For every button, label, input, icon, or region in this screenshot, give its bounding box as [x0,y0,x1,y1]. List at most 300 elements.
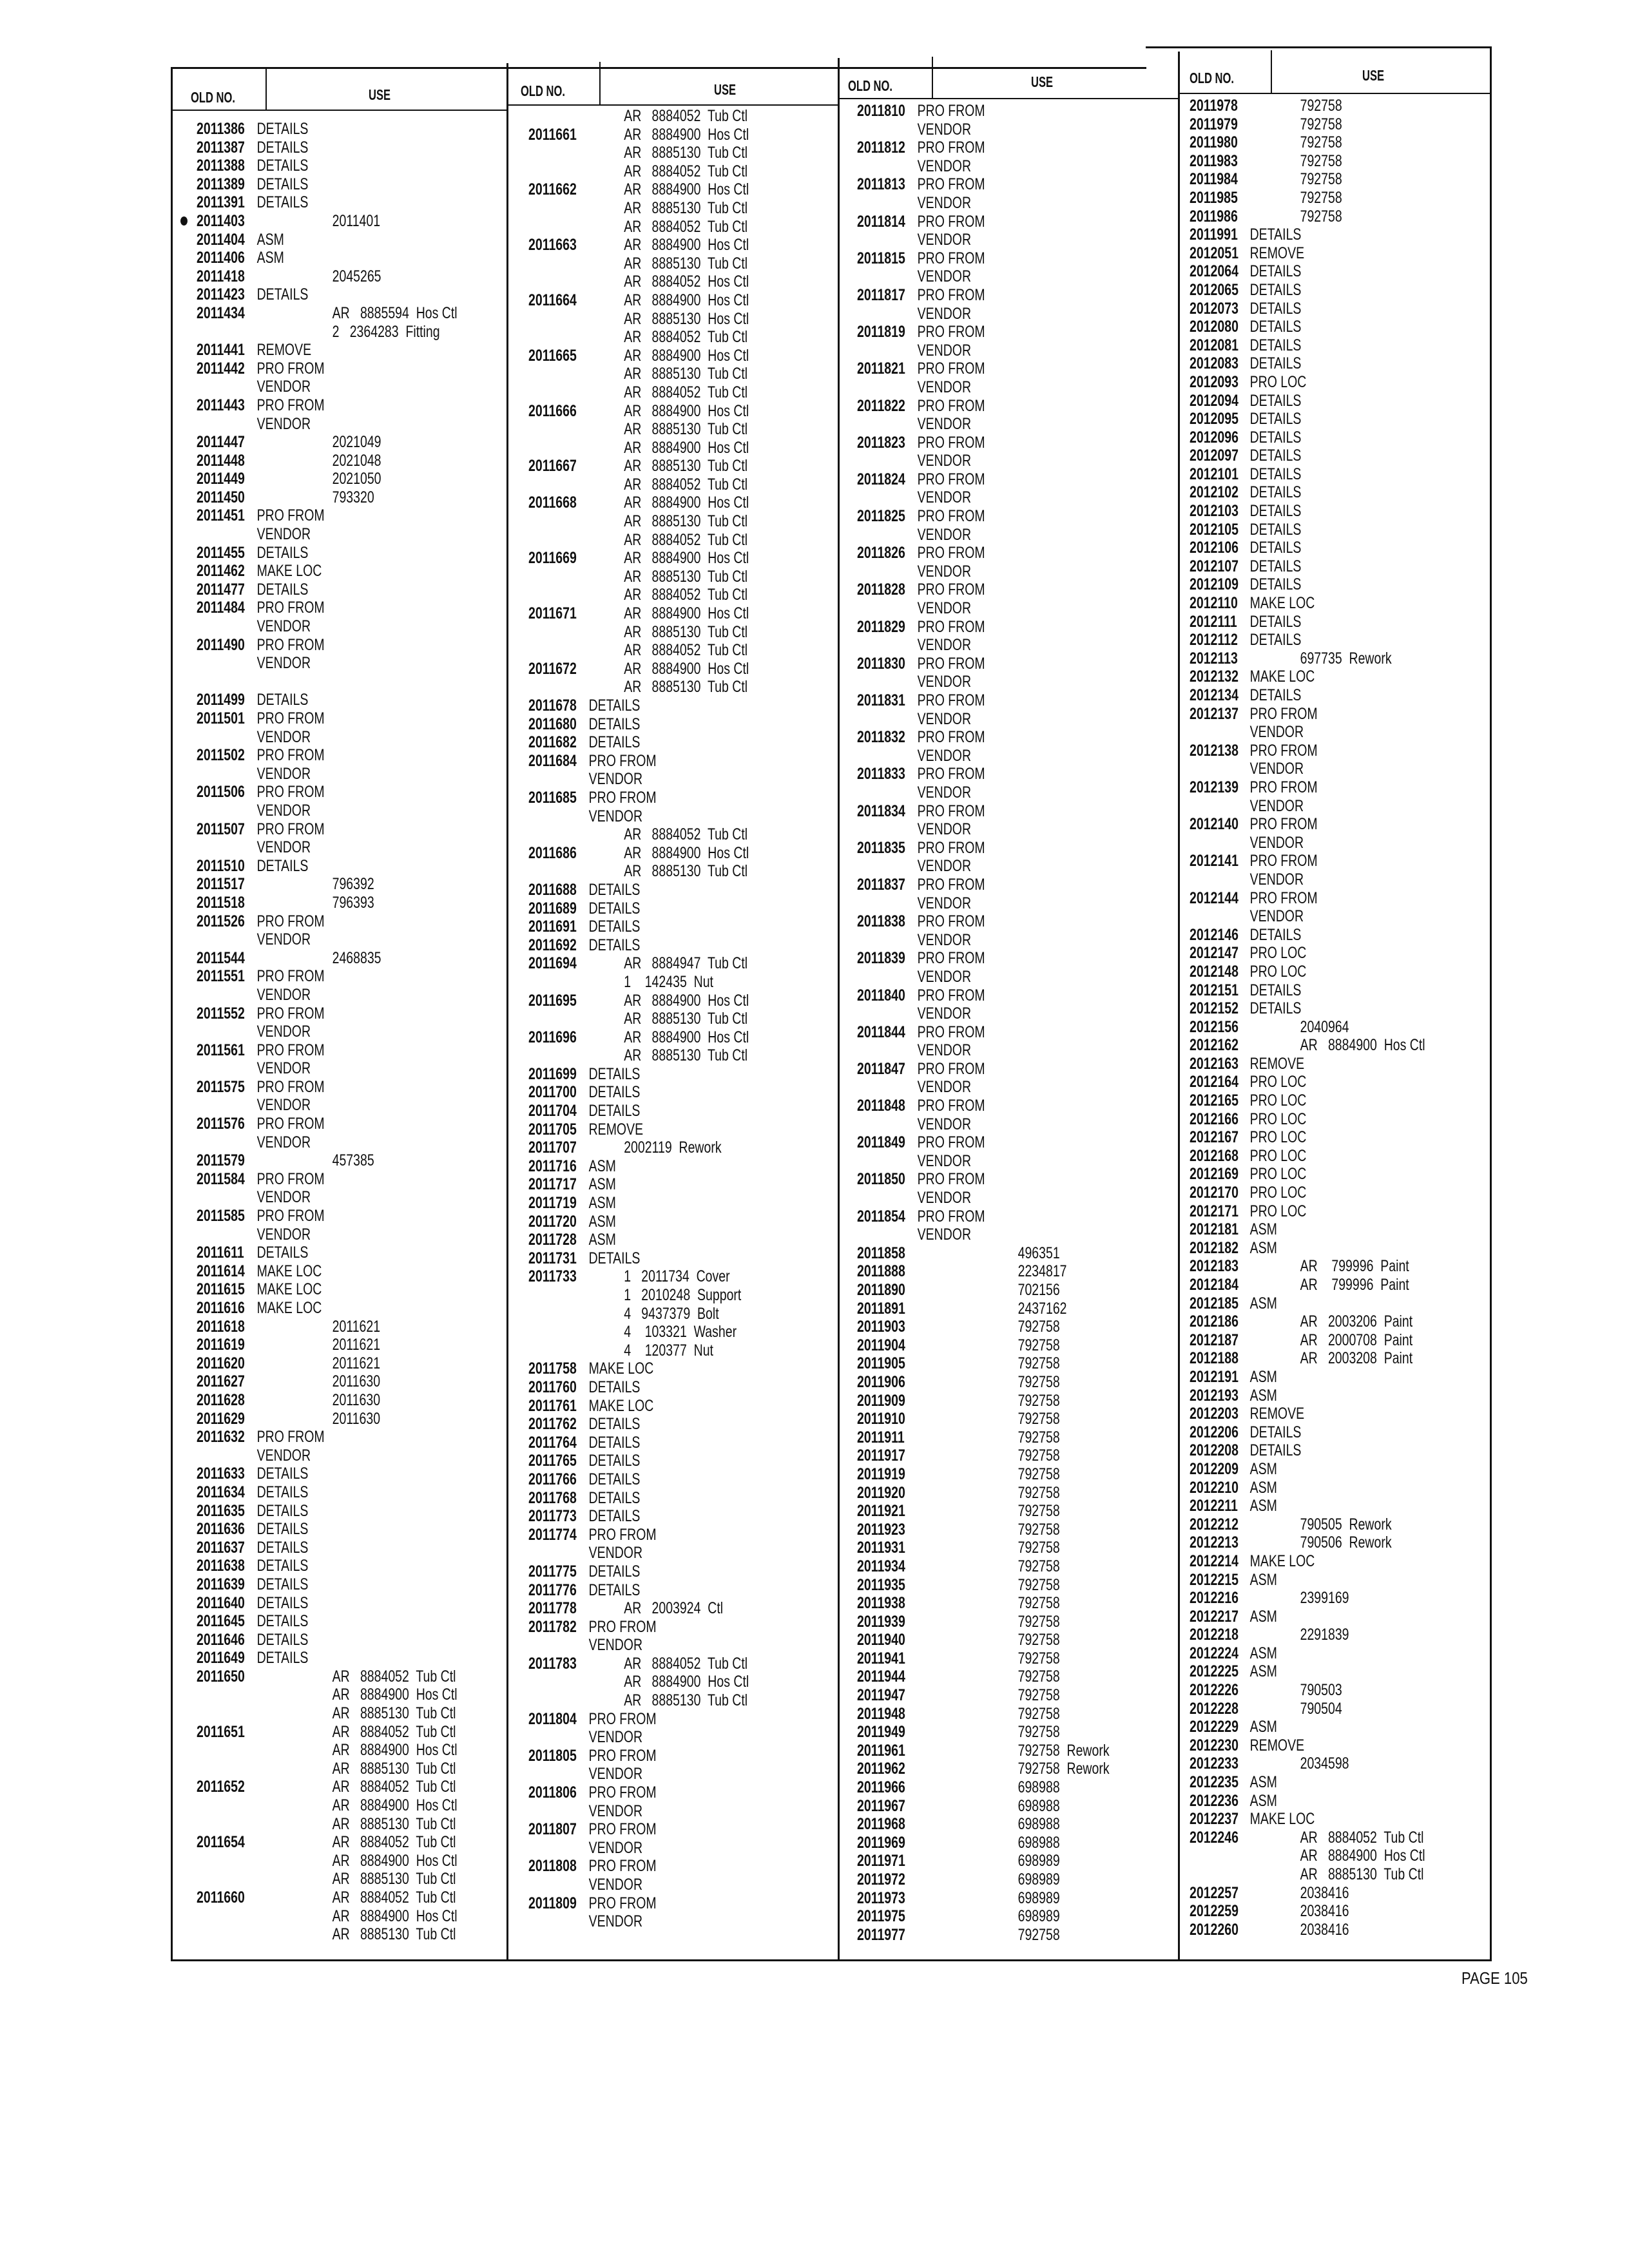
table-row [528,1102,769,1120]
replacement-reference: 2399169 [1300,1589,1349,1608]
table-row [197,1225,438,1244]
table-row [197,636,438,655]
replacement-reference: AR 8884900 Hos Ctl [1300,1036,1425,1055]
table-row [857,986,1106,1005]
table-row [197,1299,438,1318]
use-code: VENDOR [256,1023,311,1041]
table-row [1190,1921,1423,1939]
use-code: PRO LOC [1249,1146,1307,1165]
table-row [197,360,438,378]
header-use-3: USE [1031,73,1054,90]
use-code: PRO FROM [588,751,657,770]
table-row [857,267,1106,286]
use-code: VENDOR [917,820,972,839]
table-column-3 [857,102,1177,1944]
old-number: 2011499 [197,691,245,709]
table-row [197,378,438,396]
table-row [1190,1220,1423,1239]
use-code: ASM [1249,1497,1277,1515]
old-number: 2012093 [1190,372,1239,391]
table-row [197,267,438,286]
use-code: DETAILS [1249,299,1302,318]
old-number: 2011501 [197,709,245,727]
use-code: REMOVE [1249,1054,1305,1073]
table-row [1190,742,1423,760]
table-row [857,1336,1106,1355]
replacement-reference: AR 8884900 Hos Ctl [332,1796,458,1815]
old-number: 2011689 [528,899,577,918]
table-row [1190,686,1423,705]
table-row [197,894,438,912]
table-row [528,1415,769,1434]
table-row [857,1741,1110,1760]
table-row [197,488,438,507]
use-code: ASM [1249,1238,1277,1257]
old-number: 2011829 [857,617,905,636]
use-code: DETAILS [1249,520,1302,539]
table-row [857,1521,1106,1539]
table-row [1190,521,1423,539]
replacement-reference: AR 8884052 Tub Ctl [332,1778,456,1796]
table-row [528,1802,769,1821]
replacement-reference: 792758 [1300,115,1342,133]
use-code: MAKE LOC [588,1360,654,1378]
old-number: 2012225 [1190,1662,1239,1681]
replacement-reference: AR 8884052 Tub Ctl [624,530,748,549]
table-row [1190,1202,1423,1221]
old-number: 2011978 [1190,97,1238,115]
table-row [857,673,1106,691]
old-number: 2011778 [528,1599,577,1618]
old-number: 2011611 [197,1244,244,1262]
old-number: 2012168 [1190,1146,1239,1165]
use-code: MAKE LOC [256,1299,322,1317]
table-row [857,1907,1106,1926]
replacement-reference: AR 8884900 Hos Ctl [624,1028,749,1046]
old-number: 2012216 [1190,1589,1239,1608]
table-row [197,949,438,968]
old-number: 2012144 [1190,889,1239,907]
old-number: 2011919 [857,1465,905,1483]
table-row [197,323,438,341]
use-code: MAKE LOC [588,1396,654,1415]
table-row [528,1507,769,1526]
use-code: VENDOR [1249,760,1304,778]
use-code: DETAILS [1249,428,1302,447]
use-code: VENDOR [256,1059,311,1078]
replacement-reference: AR 8885130 Tub Ctl [332,1925,456,1944]
old-number: 2011766 [528,1470,577,1488]
use-code: PRO FROM [917,212,985,231]
replacement-reference: AR 8885130 Tub Ctl [332,1870,456,1888]
use-code: PRO FROM [1249,852,1318,870]
table-row [528,1083,769,1102]
use-code: PRO FROM [256,1077,325,1096]
table-row [1190,557,1423,576]
old-number: 2011850 [857,1170,905,1189]
old-number: 2011938 [857,1594,905,1613]
old-number: 2012097 [1190,447,1239,465]
table-right-border [1490,46,1492,1960]
replacement-reference: AR 8885130 Tub Ctl [624,567,748,586]
use-code: DETAILS [588,936,641,954]
replacement-reference: AR 799996 Paint [1300,1276,1409,1294]
old-number: 2012096 [1190,428,1239,447]
old-number: 2011984 [1190,170,1238,189]
use-code: MAKE LOC [1249,668,1315,686]
replacement-reference: AR 8884052 Tub Ctl [624,825,748,844]
table-row [1190,1644,1423,1663]
table-row [197,525,438,544]
header-use-4: USE [1362,67,1385,84]
replacement-reference: AR 8885130 Tub Ctl [624,457,748,476]
table-row [197,1446,438,1465]
table-row [1190,870,1423,889]
replacement-reference: 702156 [1017,1281,1060,1299]
old-number: 2012138 [1190,741,1239,760]
use-code: VENDOR [917,967,972,986]
use-code: PRO FROM [917,1059,985,1078]
table-row [857,139,1106,157]
table-row [528,1046,769,1065]
old-number: 2011761 [528,1396,577,1415]
use-code: PRO FROM [917,470,985,488]
old-number: 2011847 [857,1059,905,1078]
use-code: PRO FROM [917,544,985,562]
table-row [528,310,769,329]
table-row [857,1115,1106,1134]
table-row [857,802,1106,821]
table-row [857,194,1106,213]
use-code: DETAILS [1249,631,1302,649]
use-code: VENDOR [588,1802,643,1820]
old-number: 2012137 [1190,704,1239,723]
old-number: 2011455 [197,543,245,562]
use-code: PRO FROM [917,728,985,747]
old-number: 2011688 [528,880,577,899]
use-code: DETAILS [588,918,641,936]
old-number: 2012167 [1190,1128,1239,1147]
page-number: PAGE 105 [1461,1968,1528,1988]
old-number: 2011506 [197,783,245,802]
old-number: 2012217 [1190,1607,1239,1626]
table-row [1190,97,1423,115]
table-row [1190,797,1423,816]
use-code: ASM [256,230,284,249]
use-code: PRO FROM [256,396,325,414]
table-row [857,1004,1106,1023]
replacement-reference: AR 8885594 Hos Ctl [332,303,458,322]
table-row [857,488,1106,507]
table-row [1190,262,1423,281]
use-code: VENDOR [588,1876,643,1894]
replacement-reference: 792758 [1017,1428,1060,1446]
table-row [197,967,438,986]
old-number: 2011828 [857,581,905,599]
table-row [197,838,438,857]
replacement-reference: 792758 [1017,1520,1060,1539]
replacement-reference: AR 8885130 Tub Ctl [624,1010,748,1028]
table-row [197,1907,458,1926]
table-row [197,1796,458,1815]
table-row [528,1397,769,1416]
table-row [1190,1294,1423,1313]
use-code: VENDOR [256,1096,311,1115]
use-code: DETAILS [1249,502,1302,521]
old-number: 2011628 [197,1390,245,1409]
table-row [1190,1700,1423,1718]
table-row [857,526,1106,544]
replacement-reference: AR 8884052 Tub Ctl [624,586,748,604]
replacement-reference: AR 8884900 Hos Ctl [624,1673,749,1691]
table-row [857,1723,1106,1742]
table-row [857,1760,1110,1778]
replacement-reference: 2011630 [332,1409,381,1428]
use-code: VENDOR [256,525,311,544]
old-number: 2011477 [197,580,245,599]
table-row [528,660,769,678]
old-number: 2011921 [857,1502,905,1521]
use-code: PRO LOC [1249,1091,1307,1110]
use-code: PRO FROM [588,1617,657,1636]
table-row [528,1691,769,1710]
use-code: VENDOR [917,1225,972,1244]
replacement-reference: 793320 [332,488,374,506]
old-number: 2011680 [528,715,577,733]
table-row [857,378,1106,397]
use-code: DETAILS [256,1538,309,1557]
table-row [197,1280,438,1299]
use-code: DETAILS [1249,280,1302,299]
old-number: 2011773 [528,1507,577,1526]
use-code: PRO FROM [588,1820,657,1839]
table-row [197,303,458,323]
table-row [197,1207,438,1225]
table-row [528,954,769,973]
replacement-reference: 792758 [1017,1612,1060,1631]
replacement-reference: AR 8884900 Hos Ctl [624,401,749,420]
table-row [857,1613,1106,1631]
old-number: 2012237 [1190,1810,1239,1829]
old-number: 2011619 [197,1336,245,1354]
table-row [528,1489,769,1508]
table-row [857,1686,1106,1705]
use-code: REMOVE [588,1120,644,1139]
replacement-reference: 792758 [1017,1723,1060,1742]
use-code: DETAILS [256,1649,309,1667]
old-number: 2011807 [528,1820,577,1839]
use-code: ASM [1249,1294,1277,1312]
table-row [528,1581,769,1600]
old-number: 2011692 [528,936,577,954]
table-row [1190,1036,1423,1055]
replacement-reference: 792758 [1017,1925,1060,1944]
old-number: 2011632 [197,1428,245,1446]
replacement-reference: 2034598 [1300,1754,1349,1773]
old-number: 2011939 [857,1612,905,1631]
old-number: 2011614 [197,1262,245,1280]
table-row [528,1010,769,1028]
replacement-reference: AR 8884052 Tub Ctl [624,328,748,347]
old-number: 2011423 [197,285,245,304]
use-code: PRO FROM [256,1041,325,1059]
use-code: DETAILS [1249,612,1302,631]
old-number: 2011909 [857,1391,905,1410]
table-row [857,728,1106,747]
use-code: VENDOR [917,157,972,175]
use-code: VENDOR [256,930,311,949]
replacement-reference: 2045265 [332,267,381,285]
table-row [528,844,769,863]
use-code: DETAILS [588,1064,641,1083]
use-code: PRO FROM [256,1428,325,1446]
replacement-reference: AR 8884052 Tub Ctl [332,1888,456,1907]
replacement-reference: AR 8884900 Hos Ctl [624,438,749,457]
table-row [197,1539,438,1557]
use-code: VENDOR [917,120,972,139]
use-code: VENDOR [256,801,311,820]
use-code: DETAILS [1249,226,1302,244]
use-code: DETAILS [256,1612,309,1631]
replacement-reference: 796392 [332,875,374,894]
table-left-border [171,67,173,1961]
table-row [528,1894,769,1913]
table-row [857,213,1106,231]
old-number: 2012152 [1190,999,1239,1018]
old-number: 2011910 [857,1410,905,1428]
old-number: 2012185 [1190,1294,1239,1312]
use-code: DETAILS [256,1520,309,1539]
table-row [197,139,438,157]
old-number: 2011985 [1190,188,1238,207]
table-row [1190,1902,1423,1921]
use-code: ASM [1249,1459,1277,1478]
table-row [197,1778,456,1796]
old-number: 2012206 [1190,1423,1239,1441]
table-row [197,157,438,175]
replacement-reference: AR 8884052 Tub Ctl [332,1722,456,1741]
use-code: DETAILS [1249,318,1302,336]
use-code: PRO FROM [256,1115,325,1133]
table-row [197,1575,438,1594]
use-code: PRO FROM [588,1783,657,1802]
replacement-reference: 2468835 [332,948,381,967]
table-row [528,1323,769,1341]
use-code: PRO FROM [917,323,985,341]
use-code: DETAILS [588,733,641,752]
old-number: 2011450 [197,488,245,506]
old-number: 2011835 [857,838,905,857]
old-number: 2011911 [857,1428,905,1446]
use-code: MAKE LOC [1249,1810,1315,1829]
table-row [528,1157,769,1176]
replacement-reference: 792758 [1017,1336,1060,1354]
header-old-no-1: OLD NO. [191,89,236,106]
use-code: PRO FROM [588,1709,657,1728]
table-row [857,323,1106,341]
use-code: PRO FROM [256,506,325,525]
old-number: 2012140 [1190,815,1239,834]
replacement-reference: 792758 [1300,133,1342,152]
table-row [857,1170,1106,1189]
old-number: 2011640 [197,1593,245,1612]
old-number: 2011696 [528,1028,577,1046]
table-row [528,1249,769,1268]
use-code: PRO FROM [917,581,985,599]
table-bottom-border [171,1959,1492,1961]
use-code: VENDOR [256,1225,311,1244]
table-row [857,120,1106,139]
table-row [857,1354,1106,1373]
old-number: 2011645 [197,1612,245,1631]
old-number: 2011389 [197,175,245,193]
old-number: 2011971 [857,1852,905,1870]
old-number: 2011684 [528,751,577,770]
replacement-reference: 792758 [1017,1372,1060,1391]
table-row [1190,1497,1423,1515]
table-row [197,654,438,673]
replacement-reference: 698988 [1017,1778,1060,1797]
table-row [857,1023,1106,1042]
table-row [528,328,769,347]
table-row [857,949,1106,968]
old-number: 2011837 [857,875,905,894]
table-column-4 [1190,97,1490,1939]
table-row [197,1483,438,1502]
table-row [1190,705,1423,724]
table-row [1190,1515,1423,1534]
replacement-reference: 792758 [1017,1686,1060,1705]
table-row [197,415,438,434]
replacement-reference: AR 8884900 Hos Ctl [624,125,749,144]
replacement-reference: AR 8885130 Tub Ctl [624,254,748,273]
table-row [528,770,769,789]
table-row [1190,1662,1423,1681]
old-number: 2011650 [197,1667,245,1686]
replacement-reference: 697735 Rework [1300,649,1392,668]
table-row [528,512,769,531]
old-number: 2012166 [1190,1110,1239,1128]
old-number: 2011720 [528,1212,577,1231]
use-code: PRO FROM [256,746,325,765]
table-row [528,1378,769,1397]
old-number: 2011615 [197,1280,245,1299]
use-code: PRO LOC [1249,1128,1307,1147]
table-row [857,1594,1106,1613]
table-row [197,562,438,581]
table-row [197,1704,456,1723]
table-row [528,807,769,826]
old-number: 2012208 [1190,1441,1239,1460]
table-row [528,1655,769,1673]
replacement-reference: AR 8885130 Hos Ctl [624,309,749,328]
replacement-reference: AR 8884900 Hos Ctl [624,346,749,365]
use-code: VENDOR [256,414,311,433]
use-code: VENDOR [917,1004,972,1023]
replacement-reference: 2011630 [332,1372,381,1391]
table-row [857,470,1106,489]
table-row [857,1041,1106,1060]
table-row [197,1336,438,1354]
table-row [857,1502,1106,1521]
replacement-reference: AR 8884947 Tub Ctl [624,954,748,973]
replacement-reference: 792758 [1300,151,1342,170]
table-row [857,397,1106,416]
use-code: DETAILS [1249,539,1302,557]
old-number: 2011805 [528,1746,577,1765]
table-row [197,1612,438,1631]
table-row [1190,926,1423,945]
